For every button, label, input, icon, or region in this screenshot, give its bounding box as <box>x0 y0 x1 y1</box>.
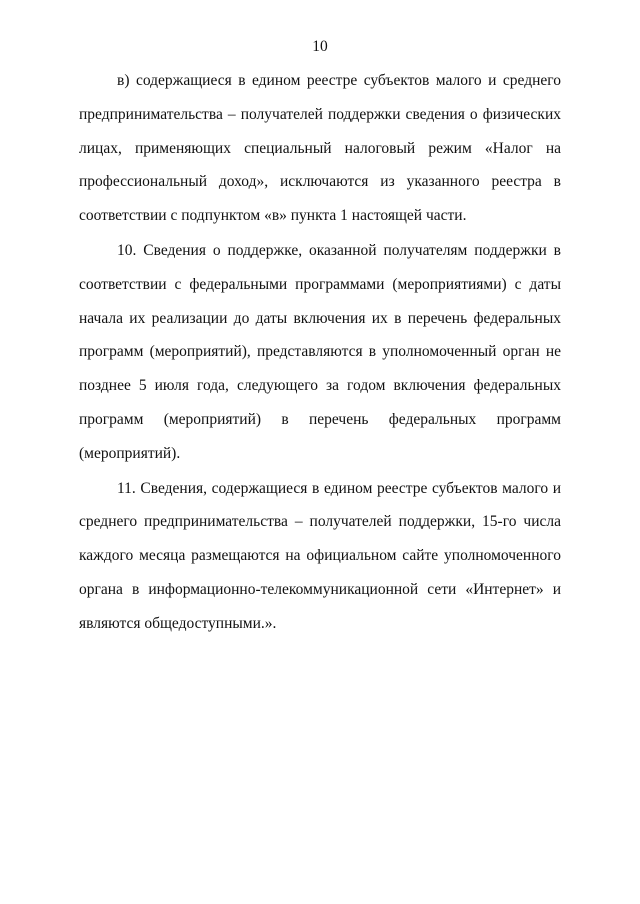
paragraph-11: 11. Сведения, содержащиеся в едином реестре субъектов малого и среднего предпринимательства – получателей поддержки, 15-го числа каждого месяца размещаются на официальном сайте уполномоченного органа в информационно-телекоммуникационной сети «Интернет» и являются общедоступными.». <box>79 479 561 632</box>
paragraph-10: 10. Сведения о поддержке, оказанной получателям поддержки в соответствии с федеральными программами (мероприятиями) с даты начала их реализации до даты включения их в перечень федеральных программ (мероприятий), представляются в уполномоченный орган не позднее 5 июля года, следующего за годом включения федеральных программ (мероприятий) в перечень федеральных программ (мероприятий). <box>79 241 561 462</box>
paragraph-subitem-v: в) содержащиеся в едином реестре субъектов малого и среднего предпринимательства – получателей поддержки сведения о физических лицах, применяющих специальный налоговый режим «Налог на профессиональный доход», исключаются из указанного реестра в соответствии с подпунктом «в» пункта 1 настоящей части. <box>79 72 561 225</box>
document-body <box>79 64 561 641</box>
page-number: 10 <box>312 38 328 55</box>
